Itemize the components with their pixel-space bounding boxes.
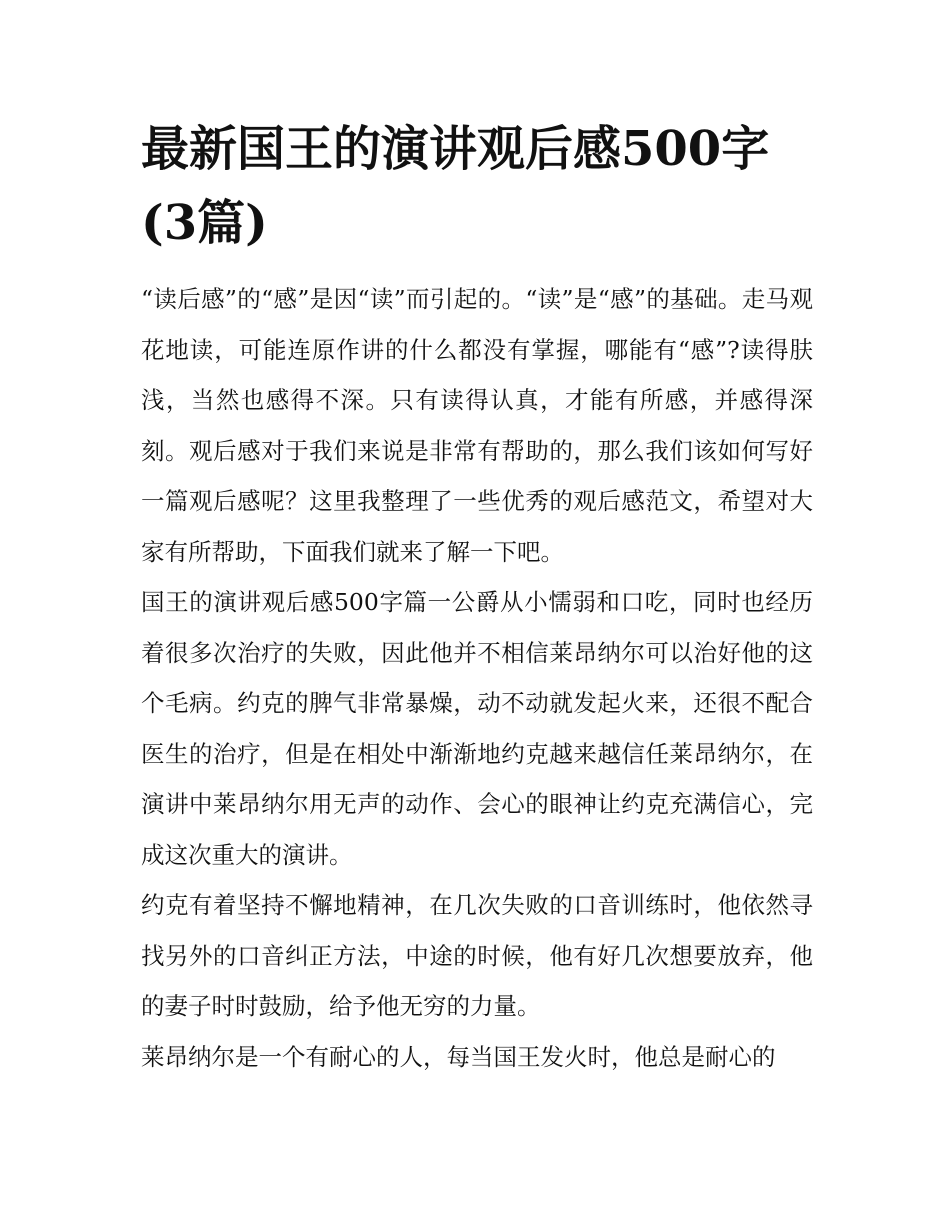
document-title: 最新国王的演讲观后感500字(3篇): [141, 121, 770, 251]
document-page: [141, 112, 813, 1082]
title-container: [141, 112, 813, 260]
paragraph-intro: “读后感”的“感”是因“读”而引起的。“读”是“感”的基础。走马观花地读，可能连原作讲的什么都没有掌握，哪能有“感”?读得肤浅，当然也感得不深。只有读得认真，才能有所感，并感得深刻。观后感对于我们来说是非常有帮助的，那么我们该如何写好一篇观后感呢？这里我整理了一些优秀的观后感范文，希望对大家有所帮助，下面我们就来了解一下吧。: [141, 285, 813, 566]
paragraph-essay-one: 国王的演讲观后感500字篇一公爵从小懦弱和口吃，同时也经历着很多次治疗的失败，因此他并不相信莱昂纳尔可以治好他的这个毛病。约克的脾气非常暴燥，动不动就发起火来，还很不配合医生的治疗，但是在相处中渐渐地约克越来越信任莱昂纳尔，在演讲中莱昂纳尔用无声的动作、会心的眼神让约克充满信心，完成这次重大的演讲。: [141, 588, 813, 869]
paragraph-lionel: 莱昂纳尔是一个有耐心的人，每当国王发火时，他总是耐心的: [141, 1042, 776, 1071]
paragraph-perseverance: 约克有着坚持不懈地精神，在几次失败的口音训练时，他依然寻找另外的口音纠正方法，中途的时候，他有好几次想要放弃，他的妻子时时鼓励，给予他无穷的力量。: [141, 891, 813, 1020]
